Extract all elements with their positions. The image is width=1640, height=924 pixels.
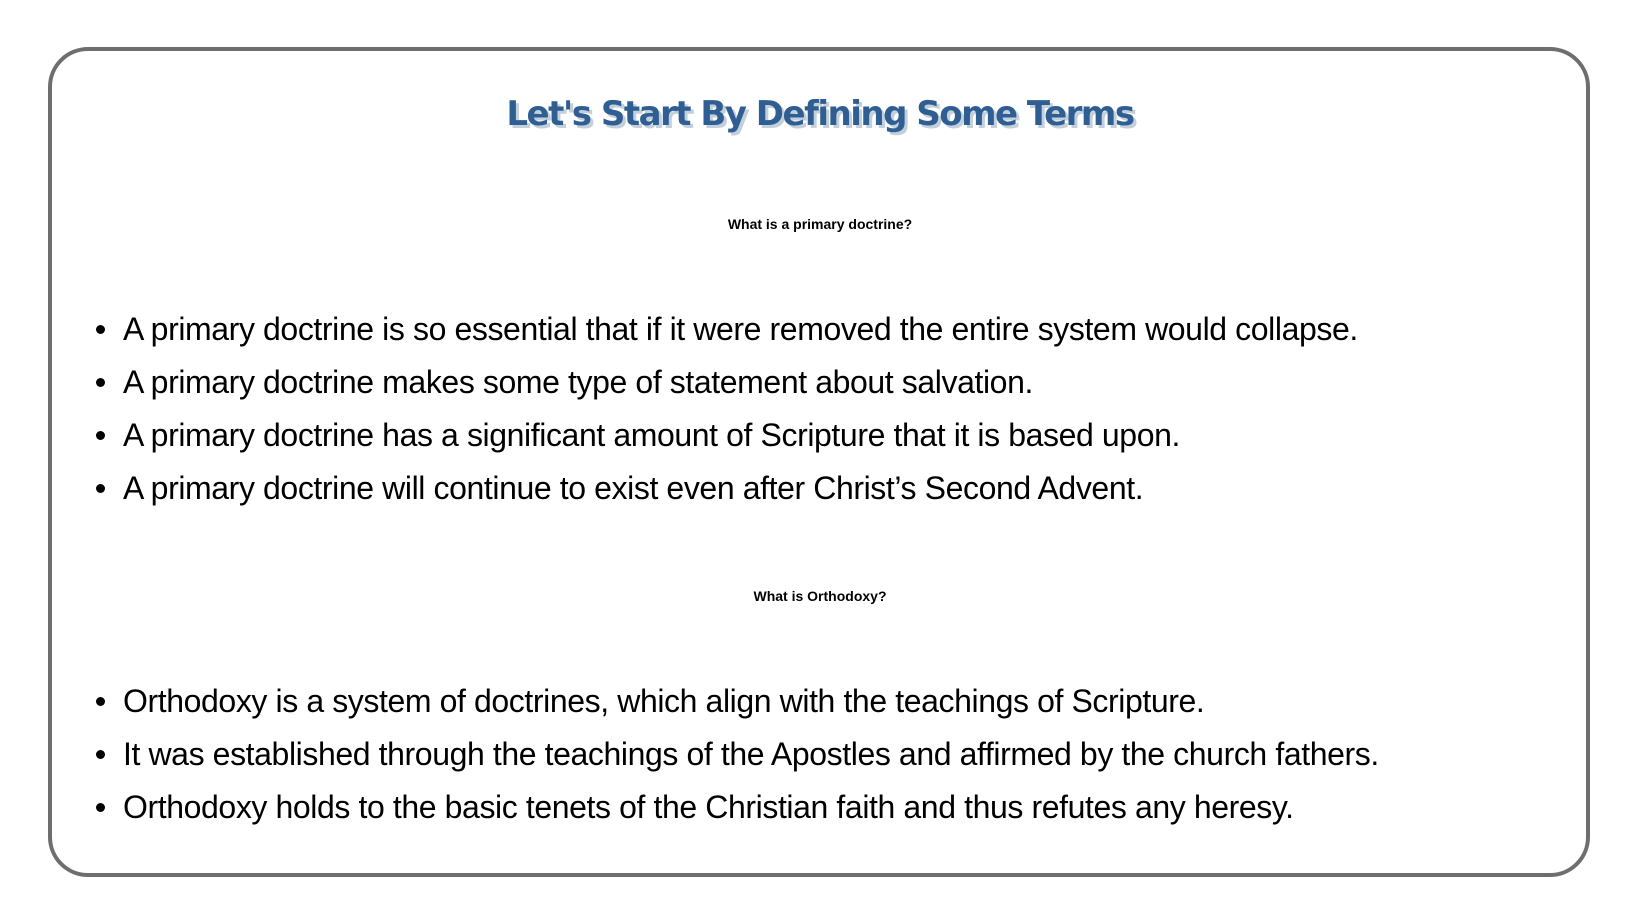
list-item-text: Orthodoxy holds to the basic tenets of the Christian faith and thus refutes any heresy. [123,789,1294,825]
bullet-icon [96,750,105,759]
list-item-text: A primary doctrine makes some type of statement about salvation. [123,364,1033,400]
list-item [0,415,1640,468]
list-item-text: A primary doctrine has a significant amount of Scripture that it is based upon. [123,417,1180,453]
orthodoxy-list [0,681,1640,840]
primary-doctrine-list [0,309,1640,521]
bullet-icon [96,431,105,440]
bullet-icon [96,378,105,387]
list-item [0,681,1640,734]
list-item [0,787,1640,840]
list-item [0,734,1640,787]
list-item [0,362,1640,415]
bullet-icon [96,697,105,706]
bullet-icon [96,325,105,334]
bullet-icon [96,803,105,812]
section-heading-orthodoxy: What is Orthodoxy? [753,588,887,604]
slide-title: Let's Start By Defining Some Terms [506,94,1134,134]
list-item [0,468,1640,521]
list-item [0,309,1640,362]
list-item-text: A primary doctrine is so essential that if it were removed the entire system would collapse. [123,311,1358,347]
bullet-icon [96,484,105,493]
list-item-text: It was established through the teachings of the Apostles and affirmed by the church fathers. [123,736,1379,772]
list-item-text: A primary doctrine will continue to exist even after Christ’s Second Advent. [123,470,1144,506]
list-item-text: Orthodoxy is a system of doctrines, which align with the teachings of Scripture. [123,683,1205,719]
section-heading-primary-doctrine: What is a primary doctrine? [727,216,913,232]
